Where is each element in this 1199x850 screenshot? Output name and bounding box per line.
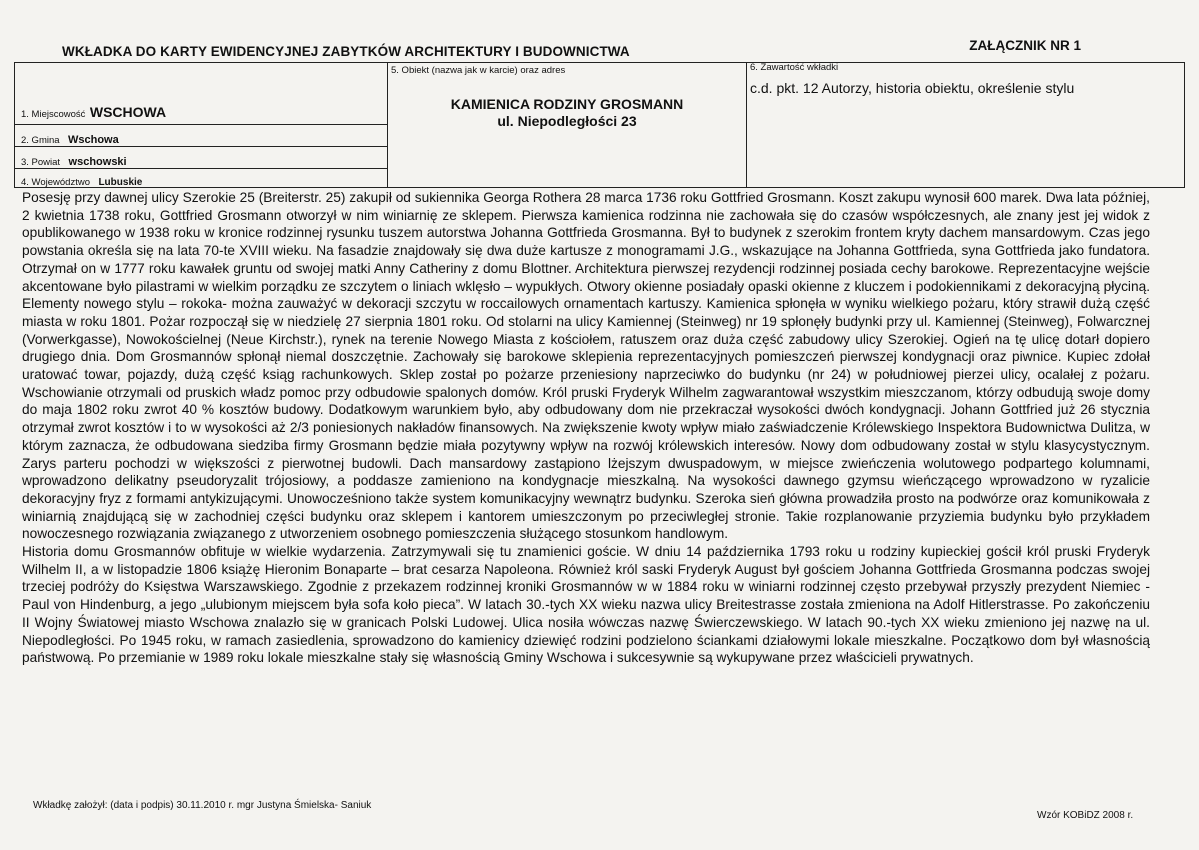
form-title: WKŁADKA DO KARTY EWIDENCYJNEJ ZABYTKÓW ARCHITEKTURY I BUDOWNICTWA xyxy=(62,44,630,59)
field-wojewodztwo xyxy=(21,172,142,190)
field-obiekt-label: 5. Obiekt (nazwa jak w karcie) oraz adres xyxy=(391,65,566,76)
field-value: WSCHOWA xyxy=(89,104,167,120)
footer-author: Wkładkę założył: (data i podpis) 30.11.2010 r. mgr Justyna Śmielska- Saniuk xyxy=(33,800,372,811)
field-value: Wschowa xyxy=(68,134,119,146)
annex-number: ZAŁĄCZNIK NR 1 xyxy=(969,38,1081,53)
paragraph-history-1: Posesję przy dawnej ulicy Szerokie 25 (Breiterstr. 25) zakupił od sukiennika Georga Rothera 28 marca 1736 roku Gottfried Grosmann. Koszt zakupu wynosił 600 marek. Dwa lata później, 2 kwietnia 1738 roku, Gottfried Grosmann otworzył w nim winiarnię ze sklepem. Pierwsza kamienica rodzinna nie zachowała się do czasów współczesnych, ale znany jest jej widok z opublikowanego w 1938 roku w kronice rodzinnej rysunku tuszem autorstwa Johanna Gottfrieda Grosmanna. Był to budynek z szerokim frontem kryty dachem mansardowym. Czas jego powstania określa się na lata 70-te XVIII wieku. Na fasadzie znajdowały się dwa duże kartusze z monogramami J.G., wskazujące na Johanna Gottfrieda, syna Gottfrieda jako fundatora. Otrzymał on w 1777 roku kawałek gruntu od swojej matki Anny Catheriny z domu Blottner. Architektura pierwszej rezydencji rodzinnej posiada cechy barokowe. Reprezentacyjne wejście akcentowane było pilastrami w wielkim porządku ze szczytem o liniach wklęsło – wypukłych. Otwory okienne posiadały opaski okienne z kluczem i podokiennikami z dekoracyjną płyciną. Elementy nowego stylu – rokoka- można zauważyć w dekoracji szczytu w roccailowych ornamentach kartuszy. Kamienica spłonęła w wyniku wielkiego pożaru, który strawił dużą część miasta w roku 1801. Pożar rozpoczął się w niedzielę 27 sierpnia 1801 roku. Od stolarni na ulicy Kamiennej (Steinweg) nr 19 spłonęły budynki przy ul. Kamiennej (Steinweg), Folwarcznej (Vorwerkgasse), Nowokościelnej (Neue Kirchstr.), rynek na terenie Nowego Miasta z kościołem, ratuszem oraz duża część zabudowy ulicy Szerokiej. Ogień na tę ulicę dotarł dopiero drugiego dnia. Dom Grosmannów spłonął niemal doszczętnie. Zachowały się barokowe sklepienia reprezentacyjnych pomieszczeń pierwszej kondygnacji oraz piwnice. Kupiec zdołał uratować towar, pojazdy, dużą część ksiąg rachunkowych. Sklep został po pożarze przeniesiony naprzeciwko do budynku (nr 24) w południowej pierzei ulicy, ocalałej z pożaru. Wschowianie otrzymali od pruskich władz pomoc przy odbudowie spalonych domów. Król pruski Fryderyk Wilhelm zagwarantował wszystkim mieszczanom, którzy odbudują swoje domy do maja 1802 roku zwrot 40 % kosztów budowy. Dodatkowym warunkiem było, aby odbudowany dom nie przekraczał wysokości dwóch kondygnacji. Johann Gottfried już 26 stycznia otrzymał zwrot kosztów i to w wysokości aż 2/3 poniesionych nakładów finansowych. Na zwiększenie kwoty wpływ miało zaświadczenie Królewskiego Inspektora Budownictwa Dulitza, w którym zaznacza, że odbudowana siedziba firmy Grosmann będzie miała pozytywny wpływ na rozwój królewskich interesów. Nowy dom odbudowany został w stylu klasycystycznym. Zarys parteru pochodzi w większości z pierwotnej budowli. Dach mansardowy zastąpiono lżejszym dwuspadowym, w miejsce zwieńczenia wolutowego podpartego kolumnami, wprowadzono delikatny pseudoryzalit trójosiowy, a poddasze zamieniono na kondygnacje mieszkalną. Na wysokości dawnego gzymsu wieńczącego wprowadzono w ryzalicie dekoracyjny fryz z formami antykizującymi. Unowocześniono także system komunikacyjny wewnątrz budynku. Szeroka sień główna prowadziła prosto na podwórze oraz komunikowała z winiarnią znajdującą się w zachodniej części budynku oraz sklepem i kantorem umieszczonym po przeciwległej stronie. Takie rozplanowanie przyziemia budynku było przykładem nowoczesnego rozwiązania związanego z utworzeniem osobnego pomieszczenia służącego stosunkom handlowym. xyxy=(22,190,1150,542)
field-label: 1. Miejscowość xyxy=(21,109,86,120)
field-zawartosc-value: c.d. pkt. 12 Autorzy, historia obiektu, określenie stylu xyxy=(750,80,1075,96)
field-label: 4. Województwo xyxy=(21,177,90,188)
field-value: Lubuskie xyxy=(98,177,143,188)
field-label: 3. Powiat xyxy=(21,157,61,168)
footer-model: Wzór KOBiDZ 2008 r. xyxy=(1037,810,1134,821)
field-obiekt-address: ul. Niepodległości 23 xyxy=(497,113,637,129)
field-value: wschowski xyxy=(68,156,127,168)
field-gmina xyxy=(21,130,119,148)
field-powiat xyxy=(21,152,127,170)
field-obiekt-name: KAMIENICA RODZINY GROSMANN xyxy=(450,96,684,112)
paragraph-history-2: Historia domu Grosmannów obfituje w wielkie wydarzenia. Zatrzymywali się tu znamienici goście. W dniu 14 października 1793 roku u rodziny kupieckiej gościł król pruski Fryderyk Wilhelm II, a w listopadzie 1806 książę Hieronim Bonaparte – brat cesarza Napoleona. Również król saski Fryderyk August był gościem Johanna Gottfrieda Grosmanna podczas swojej trzeciej podróży do Księstwa Warszawskiego. Zgodnie z przekazem rodzinnej kroniki Grosmannów w w 1884 roku w winiarni rodzinnej często przebywał przyszły prezydent Niemiec - Paul von Hindenburg, a jego „ulubionym miejscem była sofa koło pieca”. W latach 30.-tych XX wieku nazwa ulicy Breitestrasse została zmieniona na Adolf Hitlerstrasse. Po zakończeniu II Wojny Światowej miasto Wschowa znalazło się w granicach Polski Ludowej. Ulica nosiła wówczas nazwę Świerczewskiego. W latach 90.-tych XX wieku zmieniono jej nazwę na ul. Niepodległości. Po 1945 roku, w ramach zasiedlenia, sprowadzono do kamienicy dziewięć rodzini podzielono ściankami działowymi lokale mieszkalne. Początkowo dom był własnością państwową. Po przemianie w 1989 roku lokale mieszkalne stały się własnością Gminy Wschowa i sukcesywnie są wykupywane przez właścicieli prywatnych. xyxy=(22,544,1150,666)
field-zawartosc-label: 6. Zawartość wkładki xyxy=(750,62,839,73)
history-text xyxy=(22,189,1150,667)
field-miejscowosc xyxy=(21,104,166,122)
field-label: 2. Gmina xyxy=(21,135,60,146)
